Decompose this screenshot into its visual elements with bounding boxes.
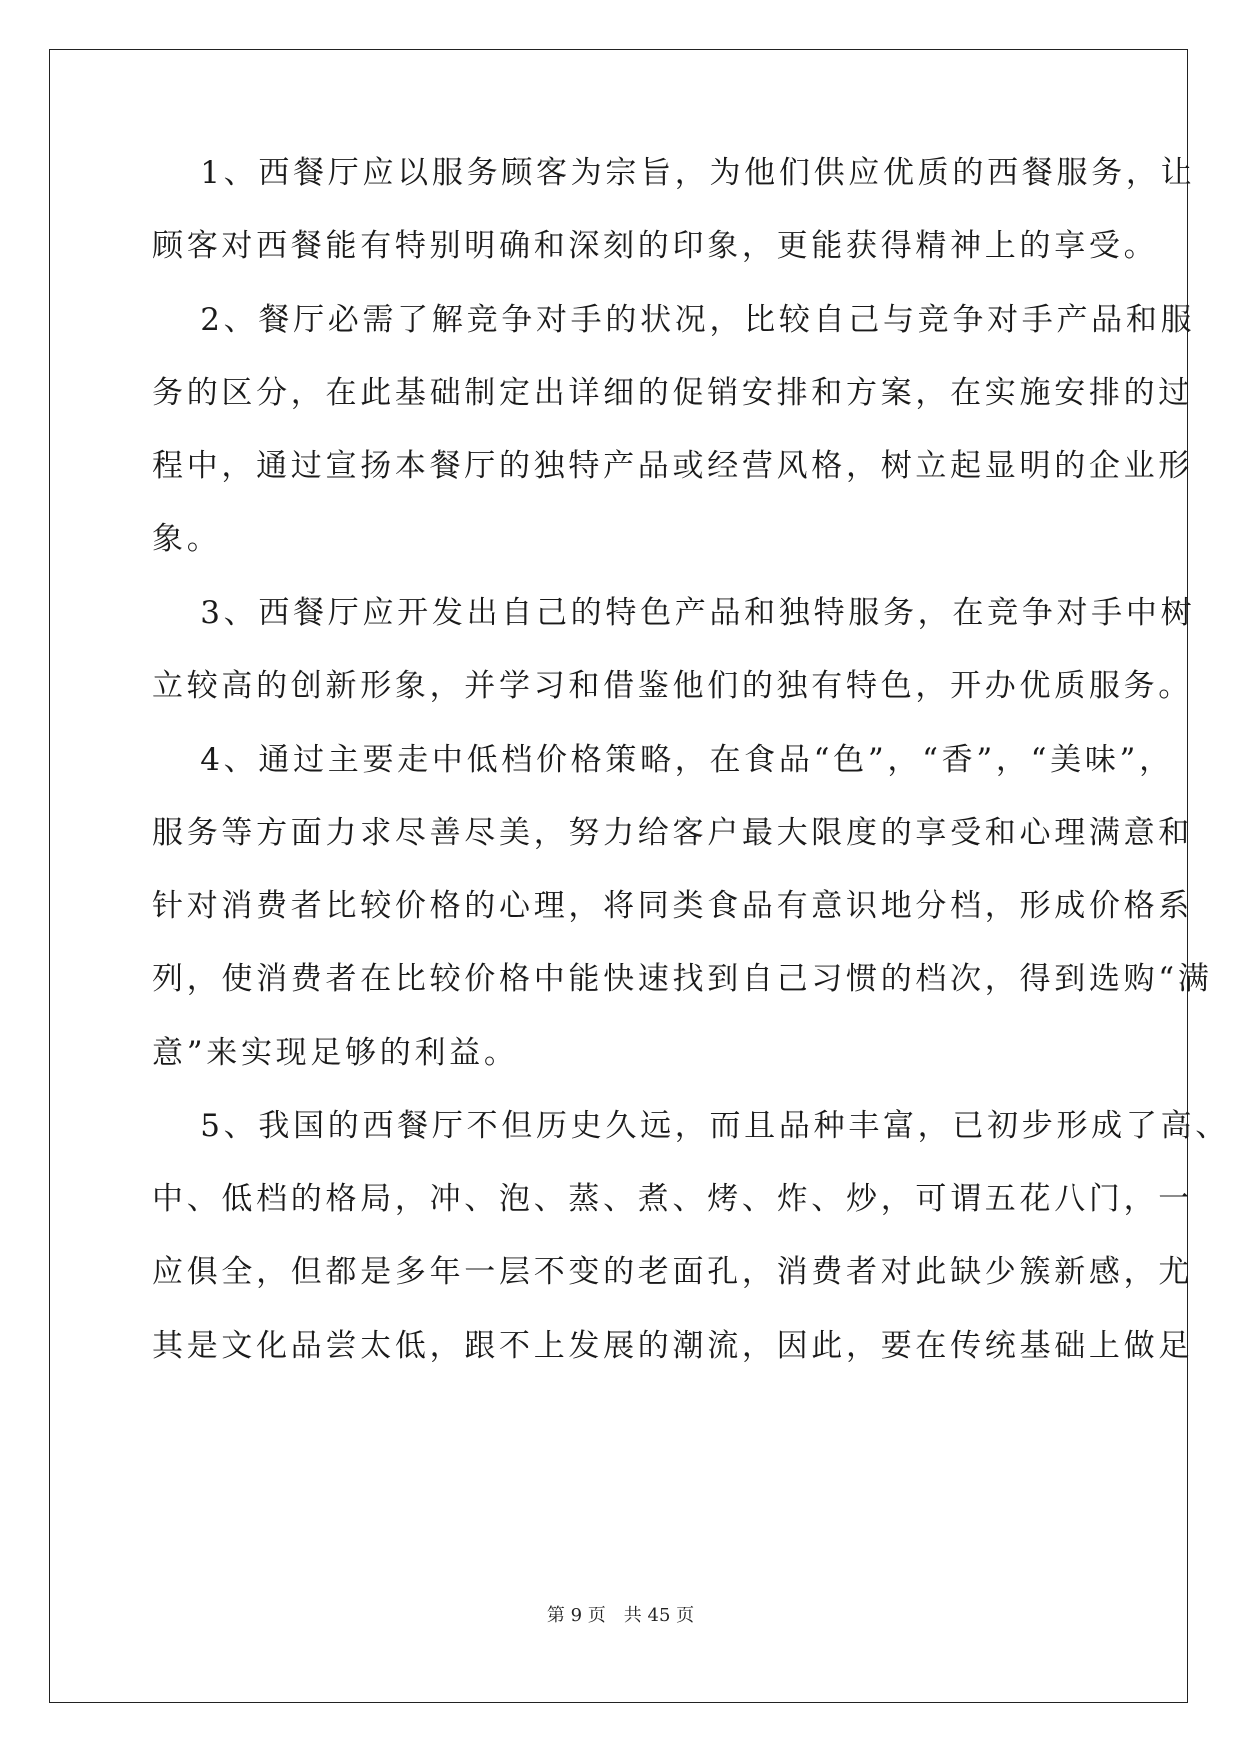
page-footer bbox=[0, 1604, 1241, 1628]
text-line: 顾客对西餐能有特别明确和深刻的印象，更能获得精神上的享受。 bbox=[152, 228, 1159, 264]
text-line: 针对消费者比较价格的心理，将同类食品有意识地分档，形成价格系 bbox=[152, 888, 1193, 924]
text-line: 1、西餐厅应以服务顾客为宗旨，为他们供应优质的西餐服务，让 bbox=[152, 155, 1196, 191]
text-line: 中、低档的格局，冲、泡、蒸、煮、烤、炸、炒，可谓五花八门，一 bbox=[152, 1181, 1193, 1217]
text-line: 象。 bbox=[152, 521, 222, 557]
text-line: 2、餐厅必需了解竞争对手的状况，比较自己与竞争对手产品和服 bbox=[152, 302, 1196, 338]
page-number: 第 9 页 bbox=[546, 1605, 606, 1626]
text-line: 5、我国的西餐厅不但历史久远，而且品种丰富，已初步形成了高、 bbox=[152, 1108, 1230, 1144]
text-line: 列，使消费者在比较价格中能快速找到自己习惯的档次，得到选购“满 bbox=[152, 961, 1213, 997]
text-line: 4、通过主要走中低档价格策略，在食品“色”，“香”，“美味”， bbox=[152, 742, 1174, 778]
text-line: 程中，通过宣扬本餐厅的独特产品或经营风格，树立起显明的企业形 bbox=[152, 448, 1193, 484]
text-line: 其是文化品尝太低，跟不上发展的潮流，因此，要在传统基础上做足 bbox=[152, 1328, 1193, 1364]
text-line: 应俱全，但都是多年一层不变的老面孔，消费者对此缺少簇新感，尤 bbox=[152, 1254, 1193, 1290]
text-line: 3、西餐厅应开发出自己的特色产品和独特服务，在竞争对手中树 bbox=[152, 595, 1196, 631]
text-line: 务的区分，在此基础制定出详细的促销安排和方案，在实施安排的过 bbox=[152, 375, 1193, 411]
text-line: 立较高的创新形象，并学习和借鉴他们的独有特色，开办优质服务。 bbox=[152, 668, 1193, 704]
page-total: 共 45 页 bbox=[623, 1605, 695, 1626]
text-line: 服务等方面力求尽善尽美，努力给客户最大限度的享受和心理满意和 bbox=[152, 815, 1193, 851]
page-frame bbox=[49, 49, 1188, 1703]
text-line: 意”来实现足够的利益。 bbox=[152, 1035, 519, 1071]
